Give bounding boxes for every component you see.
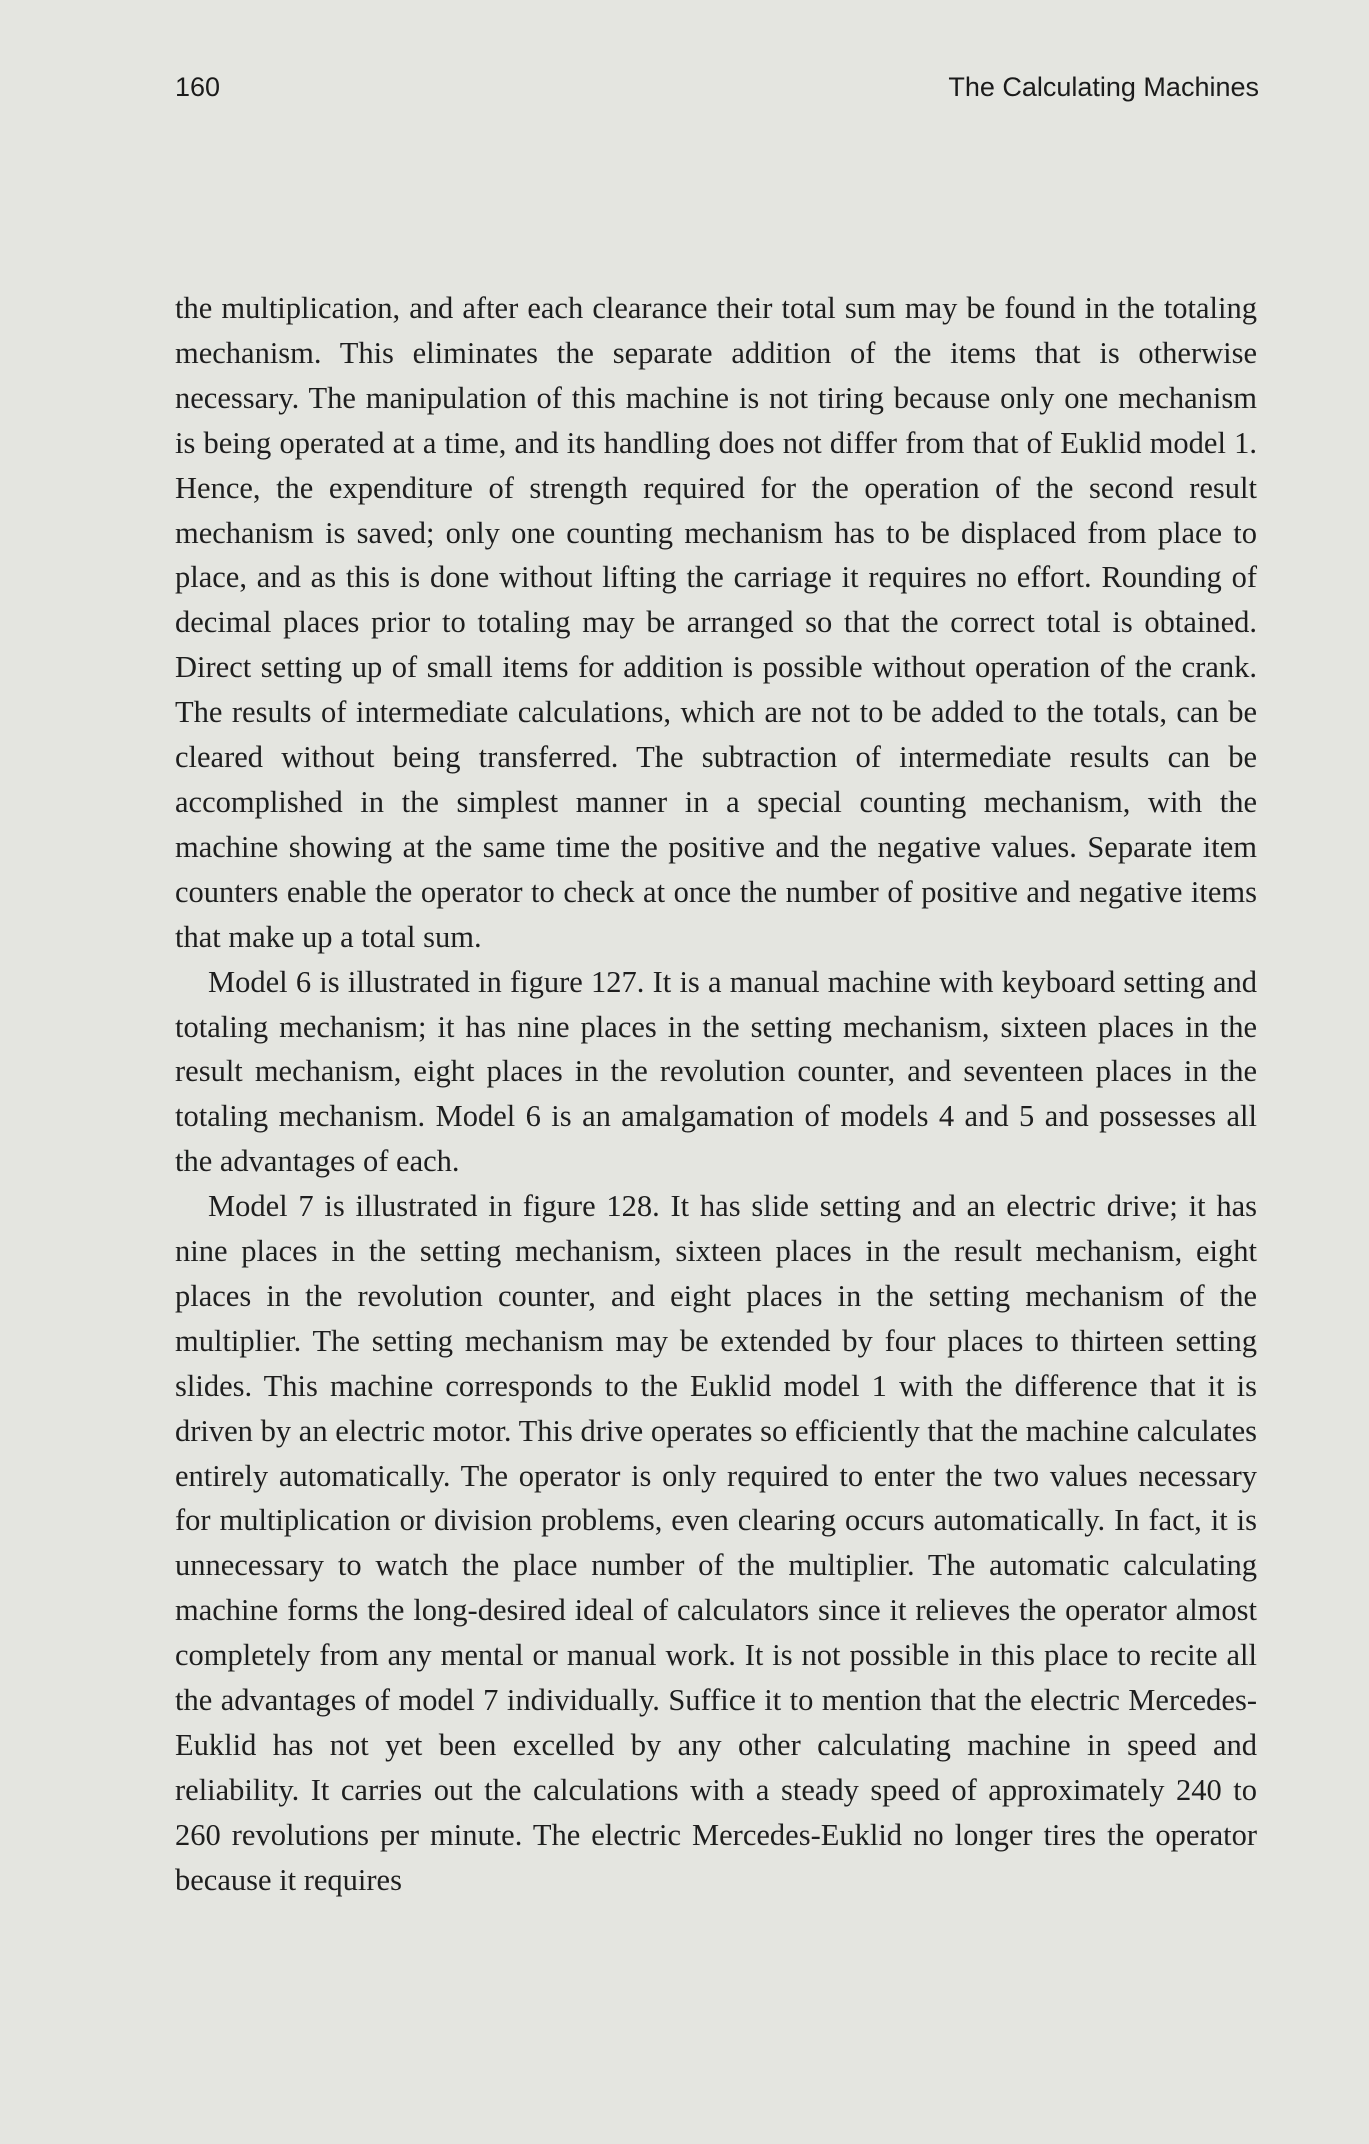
- paragraph: the multiplication, and after each clearance their total sum may be found in the totaling mechanism. This eliminates the separate addition of the items that is otherwise necessary. The manipulation of this machine is not tiring because only one mechanism is being operated at a time, and its handling does not differ from that of Euklid model 1. Hence, the expenditure of strength required for the operation of the second result mechanism is saved; only one counting mechanism has to be displaced from place to place, and as this is done without lifting the carriage it requires no effort. Rounding of decimal places prior to totaling may be arranged so that the correct total is obtained. Direct setting up of small items for addition is possible without operation of the crank. The results of intermediate calculations, which are not to be added to the totals, can be cleared without being transferred. The subtraction of intermediate results can be accomplished in the simplest manner in a special counting mechanism, with the machine showing at the same time the positive and the negative values. Separate item counters enable the operator to check at once the number of positive and negative items that make up a total sum.: [175, 291, 1257, 954]
- running-title: The Calculating Machines: [948, 72, 1259, 102]
- page-number: 160: [175, 72, 221, 102]
- page-header: [175, 72, 1259, 112]
- body-text: [175, 286, 1257, 1903]
- paragraph: Model 7 is illustrated in figure 128. It has slide setting and an electric drive; it has nine places in the setting mechanism, sixteen places in the result mechanism, eight places in the revolution counter, and eight places in the setting mechanism of the multiplier. The setting mechanism may be extended by four places to thirteen setting slides. This machine corresponds to the Euklid model 1 with the difference that it is driven by an electric motor. This drive operates so efficiently that the machine calculates entirely automatically. The operator is only required to enter the two values necessary for multiplication or division problems, even clearing occurs automatically. In fact, it is unnecessary to watch the place number of the multiplier. The automatic calculating machine forms the long-desired ideal of calculators since it relieves the operator almost completely from any mental or manual work. It is not possible in this place to recite all the advantages of model 7 individually. Suffice it to mention that the electric Mercedes-Euklid has not yet been excelled by any other calculating machine in speed and reliability. It carries out the calculations with a steady speed of approximately 240 to 260 revolutions per minute. The electric Mercedes-Euklid no longer tires the operator because it requires: [175, 1189, 1257, 1897]
- paragraph: Model 6 is illustrated in figure 127. It is a manual machine with keyboard setting and totaling mechanism; it has nine places in the setting mechanism, sixteen places in the result mechanism, eight places in the revolution counter, and seventeen places in the totaling mechanism. Model 6 is an amalgamation of models 4 and 5 and possesses all the advantages of each.: [175, 964, 1257, 1179]
